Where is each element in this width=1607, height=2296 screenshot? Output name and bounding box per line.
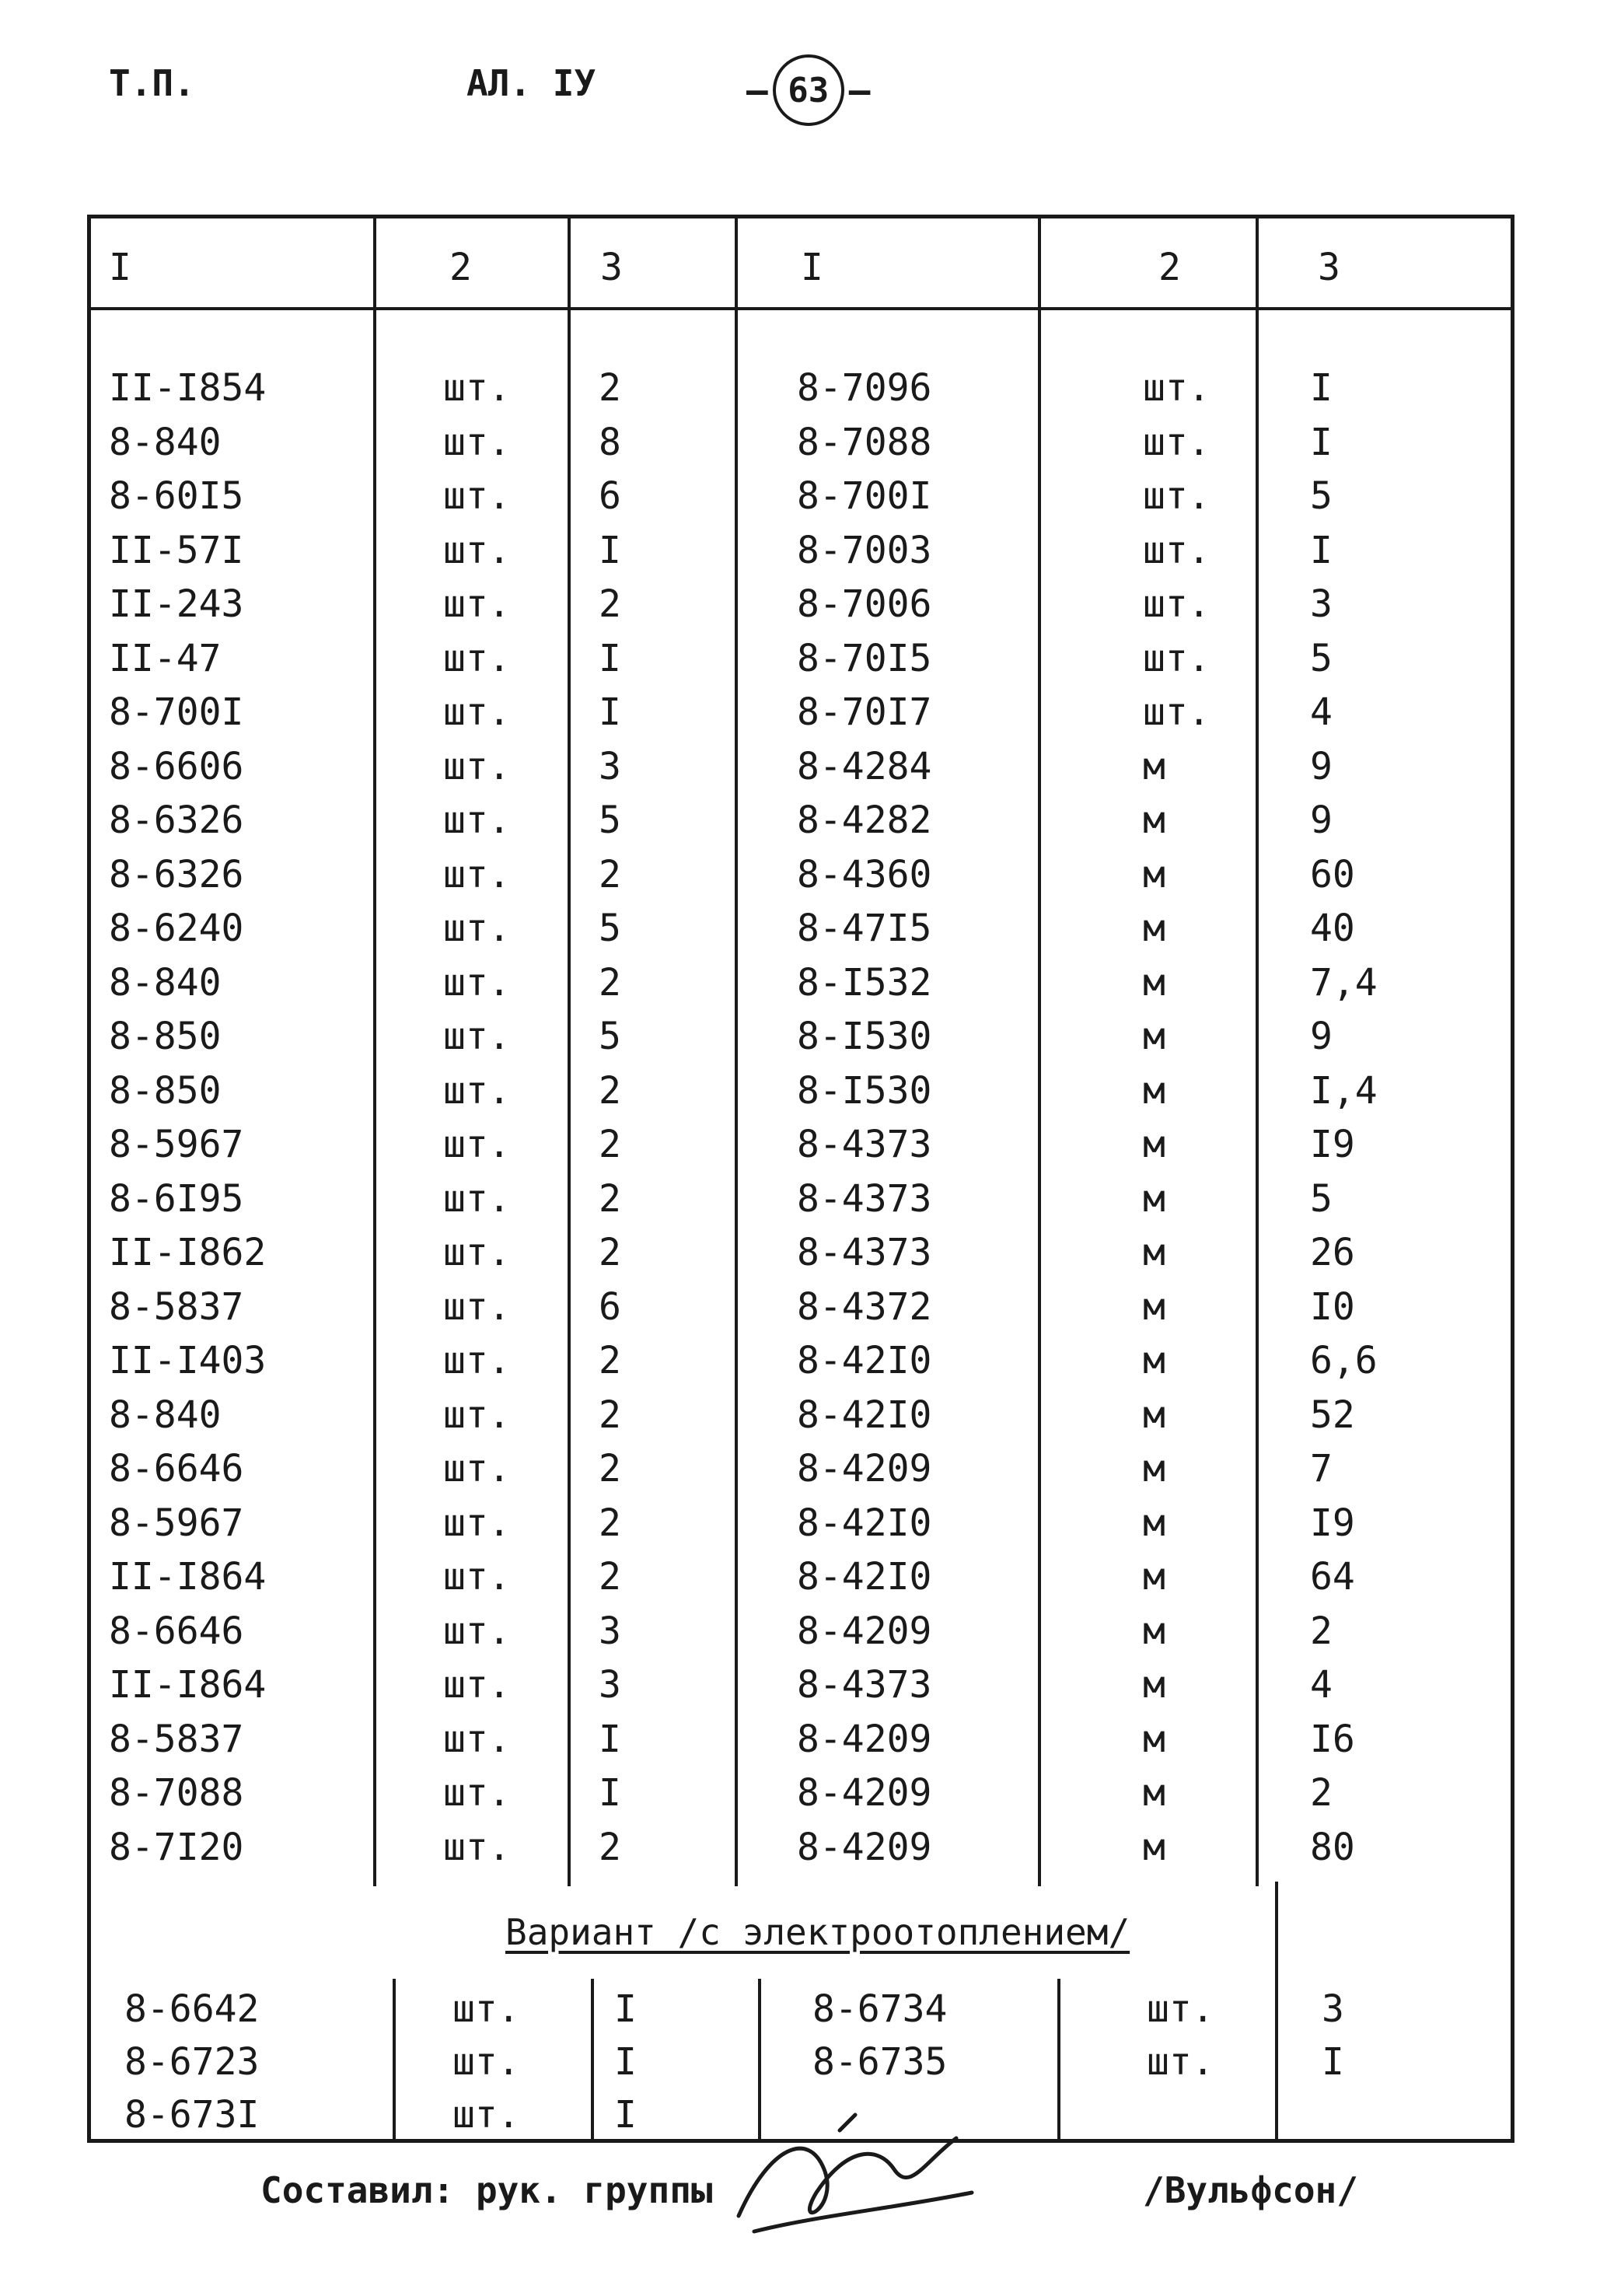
table-cell: шт.: [443, 960, 511, 1005]
table-cell: I: [599, 1771, 621, 1815]
column-divider: [373, 215, 376, 1886]
table-cell: 60: [1310, 852, 1355, 896]
table-cell: шт.: [443, 636, 511, 680]
doc-code: Т.П.: [109, 62, 195, 104]
table-cell: 8-4373: [797, 1663, 932, 1707]
page-number: 63: [773, 54, 844, 126]
table-cell: 8: [599, 420, 621, 464]
table-cell: 8-4360: [797, 852, 932, 896]
table-cell: 52: [1310, 1393, 1355, 1437]
table-cell: м: [1143, 1555, 1165, 1599]
table-cell: 3: [599, 1609, 621, 1653]
table-cell: 9: [1310, 1015, 1333, 1058]
table-cell: шт.: [443, 420, 511, 464]
table-cell: I: [599, 528, 621, 572]
table-cell: I,4: [1310, 1068, 1378, 1113]
sheet-number: АЛ. IУ: [466, 62, 596, 104]
table-cell: 8-4373: [797, 1176, 932, 1221]
table-cell: 2: [599, 1231, 621, 1274]
table-cell: I: [1310, 528, 1333, 572]
table-cell: I: [599, 690, 621, 734]
column-divider: [1057, 1979, 1060, 2143]
table-cell: 3: [1322, 1987, 1344, 2031]
table-cell: шт.: [443, 1609, 511, 1653]
column-divider: [735, 215, 738, 1886]
table-cell: II-I864: [109, 1555, 267, 1599]
table-cell: шт.: [1143, 474, 1210, 518]
compiled-by-label: Составил: рук. группы: [260, 2169, 713, 2211]
table-cell: 8-4372: [797, 1284, 932, 1329]
table-cell: 2: [599, 852, 621, 896]
table-cell: I9: [1310, 1123, 1355, 1166]
table-cell: 2: [599, 1501, 621, 1545]
column-header: I: [109, 246, 131, 289]
signature-mark: [723, 2099, 980, 2255]
table-cell: 2: [599, 1393, 621, 1437]
table-cell: 6: [599, 474, 621, 518]
variant-title: Вариант /с электроотоплением/: [505, 1911, 1130, 1953]
table-cell: шт.: [443, 1339, 511, 1382]
table-cell: 2: [599, 1068, 621, 1113]
table-cell: I0: [1310, 1284, 1355, 1329]
table-cell: м: [1143, 1393, 1165, 1437]
table-cell: 9: [1310, 799, 1333, 842]
table-cell: 3: [1310, 582, 1333, 626]
table-cell: 5: [1310, 1176, 1333, 1221]
table-cell: 2: [599, 1339, 621, 1382]
table-cell: шт.: [443, 1068, 511, 1113]
table-cell: 8-6326: [109, 799, 244, 842]
table-cell: 8-4209: [797, 1717, 932, 1761]
table-cell: 2: [599, 1825, 621, 1869]
table-cell: 8-4373: [797, 1231, 932, 1274]
table-cell: шт.: [1143, 636, 1210, 680]
table-cell: 8-7096: [797, 366, 932, 410]
column-divider: [1275, 1882, 1278, 2143]
table-cell: шт.: [443, 799, 511, 842]
table-cell: м: [1143, 1123, 1165, 1166]
table-cell: шт.: [1143, 420, 1210, 464]
table-cell: 8-7I20: [109, 1825, 244, 1869]
table-cell: 8-7088: [797, 420, 932, 464]
table-cell: 2: [599, 582, 621, 626]
table-cell: 64: [1310, 1555, 1355, 1599]
table-cell: 26: [1310, 1231, 1355, 1274]
table-cell: 8-4373: [797, 1123, 932, 1166]
table-cell: 8-5837: [109, 1717, 244, 1761]
table-cell: шт.: [443, 907, 511, 950]
table-cell: 40: [1310, 907, 1355, 950]
table-cell: 5: [599, 799, 621, 842]
table-cell: 80: [1310, 1825, 1355, 1869]
table-cell: 8-5967: [109, 1123, 244, 1166]
table-cell: шт.: [443, 1176, 511, 1221]
table-cell: м: [1143, 960, 1165, 1005]
table-cell: II-57I: [109, 528, 244, 572]
table-cell: 8-7006: [797, 582, 932, 626]
table-cell: шт.: [443, 1123, 511, 1166]
table-cell: 8-7003: [797, 528, 932, 572]
table-cell: шт.: [443, 1555, 511, 1599]
table-cell: шт.: [1143, 690, 1210, 734]
table-cell: 8-840: [109, 420, 222, 464]
table-cell: 8-7088: [109, 1771, 244, 1815]
table-cell: I: [1310, 420, 1333, 464]
table-cell: II-I864: [109, 1663, 267, 1707]
table-cell: 9: [1310, 744, 1333, 788]
table-cell: м: [1143, 1609, 1165, 1653]
table-cell: м: [1143, 907, 1165, 950]
table-cell: шт.: [443, 1393, 511, 1437]
table-cell: I: [614, 2093, 637, 2137]
table-cell: I6: [1310, 1717, 1355, 1761]
table-cell: II-I854: [109, 366, 267, 410]
table-cell: м: [1143, 1284, 1165, 1329]
column-header: 2: [1158, 246, 1181, 289]
table-cell: 8-6240: [109, 907, 244, 950]
table-cell: шт.: [443, 1231, 511, 1274]
table-cell: 3: [599, 1663, 621, 1707]
table-cell: 2: [1310, 1771, 1333, 1815]
table-cell: 8-47I5: [797, 907, 932, 950]
table-cell: 8-70I7: [797, 690, 932, 734]
table-cell: шт.: [1143, 528, 1210, 572]
table-cell: шт.: [443, 474, 511, 518]
table-cell: 8-6646: [109, 1447, 244, 1490]
table-cell: м: [1143, 1068, 1165, 1113]
table-cell: м: [1143, 1501, 1165, 1545]
table-cell: 8-850: [109, 1015, 222, 1058]
table-cell: 8-6606: [109, 744, 244, 788]
table-cell: I: [599, 636, 621, 680]
table-cell: шт.: [443, 852, 511, 896]
column-header: 2: [449, 246, 472, 289]
table-cell: шт.: [443, 528, 511, 572]
table-cell: 8-42I0: [797, 1339, 932, 1382]
table-cell: 8-42I0: [797, 1393, 932, 1437]
table-cell: 2: [599, 366, 621, 410]
column-header: 3: [600, 246, 623, 289]
table-cell: II-I862: [109, 1231, 267, 1274]
table-cell: шт.: [443, 1663, 511, 1707]
table-cell: 8-I530: [797, 1015, 932, 1058]
table-cell: шт.: [452, 2040, 520, 2084]
table-cell: шт.: [1147, 1987, 1214, 2031]
table-cell: шт.: [1143, 582, 1210, 626]
table-cell: м: [1143, 1771, 1165, 1815]
table-cell: II-243: [109, 582, 244, 626]
table-cell: 8-6646: [109, 1609, 244, 1653]
compiler-name: /Вульфсон/: [1143, 2169, 1358, 2211]
table-cell: I: [1310, 366, 1333, 410]
table-cell: м: [1143, 1231, 1165, 1274]
table-cell: м: [1143, 744, 1165, 788]
table-cell: шт.: [452, 2093, 520, 2137]
table-cell: 8-4284: [797, 744, 932, 788]
table-cell: 8-6I95: [109, 1176, 244, 1221]
table-cell: 8-700I: [109, 690, 244, 734]
table-cell: 8-6326: [109, 852, 244, 896]
table-cell: 8-6735: [812, 2040, 948, 2084]
table-cell: 8-850: [109, 1068, 222, 1113]
column-divider: [393, 1979, 396, 2143]
table-cell: 8-700I: [797, 474, 932, 518]
table-cell: 3: [599, 744, 621, 788]
table-cell: 8-4282: [797, 799, 932, 842]
table-cell: 6: [599, 1284, 621, 1329]
table-cell: 8-4209: [797, 1771, 932, 1815]
table-cell: шт.: [1147, 2040, 1214, 2084]
table-cell: шт.: [452, 1987, 520, 2031]
table-cell: 5: [1310, 474, 1333, 518]
table-cell: м: [1143, 799, 1165, 842]
table-cell: 2: [599, 1447, 621, 1490]
table-cell: 8-5837: [109, 1284, 244, 1329]
table-cell: I: [599, 1717, 621, 1761]
table-cell: 8-4209: [797, 1609, 932, 1653]
column-header: 3: [1318, 246, 1340, 289]
table-cell: 8-60I5: [109, 474, 244, 518]
table-cell: 8-840: [109, 1393, 222, 1437]
table-cell: м: [1143, 852, 1165, 896]
table-cell: 8-I532: [797, 960, 932, 1005]
table-cell: 2: [599, 1555, 621, 1599]
table-cell: 8-840: [109, 960, 222, 1005]
table-cell: 2: [599, 960, 621, 1005]
table-cell: 2: [599, 1123, 621, 1166]
column-divider: [1038, 215, 1041, 1886]
table-cell: 8-4209: [797, 1825, 932, 1869]
table-cell: 4: [1310, 690, 1333, 734]
table-cell: 8-673I: [124, 2093, 260, 2137]
row-divider: [87, 307, 1514, 310]
table-cell: м: [1143, 1717, 1165, 1761]
table-cell: шт.: [443, 1771, 511, 1815]
table-cell: 2: [599, 1176, 621, 1221]
table-cell: шт.: [443, 1447, 511, 1490]
table-cell: м: [1143, 1825, 1165, 1869]
table-cell: 2: [1310, 1609, 1333, 1653]
table-cell: шт.: [443, 1825, 511, 1869]
table-cell: шт.: [443, 366, 511, 410]
table-cell: шт.: [443, 1717, 511, 1761]
table-cell: 8-70I5: [797, 636, 932, 680]
table-cell: 8-6723: [124, 2040, 260, 2084]
table-cell: м: [1143, 1176, 1165, 1221]
table-cell: м: [1143, 1663, 1165, 1707]
table-cell: 8-5967: [109, 1501, 244, 1545]
table-cell: 5: [1310, 636, 1333, 680]
column-divider: [591, 1979, 594, 2143]
page-dash-right: –: [848, 69, 871, 111]
table-cell: шт.: [443, 1501, 511, 1545]
table-cell: шт.: [443, 744, 511, 788]
page-dash-left: –: [746, 69, 768, 111]
table-cell: м: [1143, 1447, 1165, 1490]
column-divider: [1256, 215, 1259, 1886]
table-cell: 7,4: [1310, 960, 1378, 1005]
table-cell: м: [1143, 1339, 1165, 1382]
table-cell: шт.: [443, 582, 511, 626]
table-cell: 5: [599, 907, 621, 950]
table-cell: 5: [599, 1015, 621, 1058]
table-cell: II-47: [109, 636, 222, 680]
page-number-group: [746, 54, 870, 126]
table-cell: 8-6734: [812, 1987, 948, 2031]
table-cell: II-I403: [109, 1339, 267, 1382]
table-cell: 8-42I0: [797, 1555, 932, 1599]
table-cell: I: [1322, 2040, 1344, 2084]
column-header: I: [801, 246, 823, 289]
table-cell: 8-4209: [797, 1447, 932, 1490]
table-cell: I: [614, 2040, 637, 2084]
column-divider: [568, 215, 571, 1886]
table-cell: I9: [1310, 1501, 1355, 1545]
table-cell: 8-I530: [797, 1068, 932, 1113]
table-cell: 6,6: [1310, 1339, 1378, 1382]
table-cell: I: [614, 1987, 637, 2031]
table-cell: шт.: [443, 1015, 511, 1058]
table-cell: 8-6642: [124, 1987, 260, 2031]
table-cell: 4: [1310, 1663, 1333, 1707]
table-cell: шт.: [443, 1284, 511, 1329]
table-cell: 8-42I0: [797, 1501, 932, 1545]
table-cell: м: [1143, 1015, 1165, 1058]
table-cell: шт.: [443, 690, 511, 734]
table-cell: 7: [1310, 1447, 1333, 1490]
table-cell: шт.: [1143, 366, 1210, 410]
